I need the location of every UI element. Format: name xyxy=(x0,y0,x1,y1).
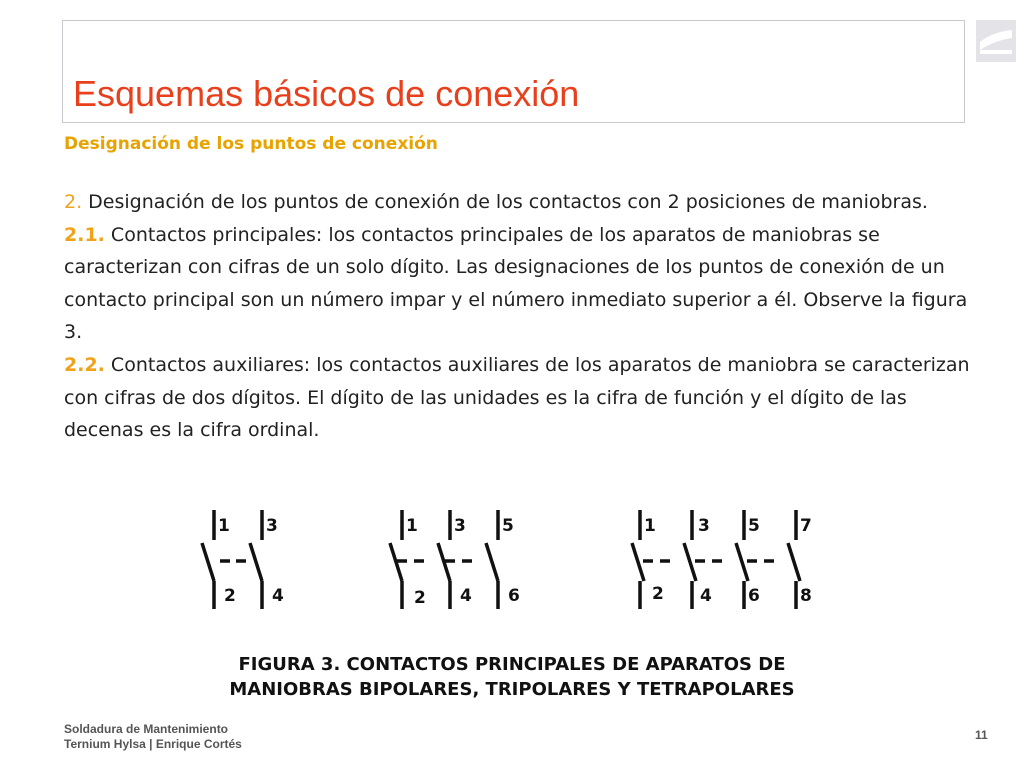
paragraph-2 xyxy=(64,186,974,219)
terminal-label: 7 xyxy=(800,516,812,536)
caption-line: MANIOBRAS BIPOLARES, TRIPOLARES Y TETRAPOLARES xyxy=(229,679,795,700)
terminal-label: 5 xyxy=(502,516,514,536)
paragraph-2-2 xyxy=(64,349,974,447)
terminal-label: 2 xyxy=(414,588,426,608)
body-text xyxy=(64,186,974,447)
slide-title: Esquemas básicos de conexión xyxy=(73,73,580,114)
figure-3-diagram xyxy=(190,505,830,619)
terminal-label: 3 xyxy=(698,516,710,536)
page-number: 11 xyxy=(975,728,988,742)
terminal-label: 6 xyxy=(748,586,760,606)
footer xyxy=(64,722,242,752)
terminal-label: 3 xyxy=(454,516,466,536)
section-subtitle: Designación de los puntos de conexión xyxy=(64,134,438,154)
terminal-label: 3 xyxy=(266,516,278,536)
terminal-label: 6 xyxy=(508,586,520,606)
footer-course: Soldadura de Mantenimiento xyxy=(64,722,229,736)
terminal-label: 8 xyxy=(800,586,812,606)
caption-line: FIGURA 3. CONTACTOS PRINCIPALES DE APARATOS DE xyxy=(238,654,786,675)
paragraph-number: 2.2. xyxy=(64,353,105,376)
terminal-label: 1 xyxy=(644,516,656,536)
terminal-label: 4 xyxy=(460,586,472,606)
terminal-label: 5 xyxy=(748,516,760,536)
title-box xyxy=(62,20,965,123)
terminal-label: 1 xyxy=(218,516,230,536)
paragraph-text: Contactos principales: los contactos principales de los aparatos de maniobras se caracterizan con cifras de un solo dígito. Las designaciones de los puntos de conexión de un contacto principal son un número impar y el número inmediato superior a él. Observe la figura 3. xyxy=(64,223,968,344)
figure-caption xyxy=(0,652,1024,702)
terminal-label: 4 xyxy=(272,586,284,606)
paragraph-2-1 xyxy=(64,219,974,349)
paragraph-number: 2.1. xyxy=(64,223,105,246)
paragraph-text: Designación de los puntos de conexión de los contactos con 2 posiciones de maniobras. xyxy=(82,191,928,213)
terminal-label: 2 xyxy=(652,584,664,604)
footer-author: Ternium Hylsa | Enrique Cortés xyxy=(64,737,242,751)
terminal-label: 2 xyxy=(224,586,236,606)
paragraph-number: 2. xyxy=(64,191,83,213)
terminal-label: 1 xyxy=(406,516,418,536)
ternium-logo-icon xyxy=(976,20,1016,62)
terminal-label: 4 xyxy=(700,586,712,606)
paragraph-text: Contactos auxiliares: los contactos auxiliares de los aparatos de maniobra se caracterizan con cifras de dos dígitos. El dígito de las unidades es la cifra de función y el dígito de las decenas es la cifra ordinal. xyxy=(64,353,970,442)
